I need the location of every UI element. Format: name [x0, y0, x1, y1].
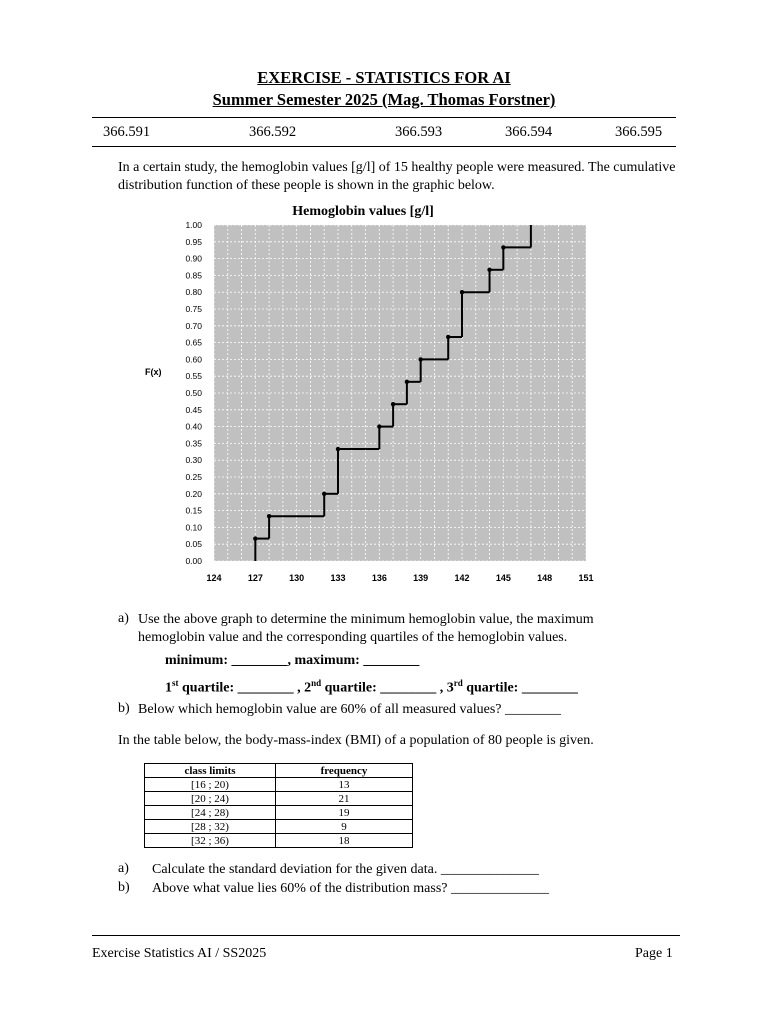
cell-class: [28 ; 32)	[145, 820, 276, 834]
exercise-subtitle: Summer Semester 2025 (Mag. Thomas Forstner)	[212, 90, 556, 109]
table-row	[145, 834, 413, 848]
y-tick-label: 0.50	[185, 388, 202, 398]
x-tick-label: 142	[454, 573, 470, 583]
hemoglobin-cdf-chart	[140, 198, 600, 590]
cdf-point	[377, 424, 381, 428]
table-row	[145, 778, 413, 792]
y-axis-label: F(x)	[145, 367, 162, 377]
y-tick-label: 0.65	[185, 337, 202, 348]
footer-divider	[92, 935, 680, 936]
y-tick-label: 0.20	[185, 488, 202, 499]
cdf-point	[487, 268, 491, 272]
question-a2-text: Calculate the standard deviation for the given data. ______________	[152, 862, 539, 877]
page-number: Page 1	[635, 946, 673, 961]
q2-sup: nd	[311, 678, 322, 688]
x-tick-label: 148	[537, 573, 553, 583]
cdf-point	[391, 402, 395, 406]
y-tick-label: 0.05	[185, 539, 202, 550]
cdf-point	[253, 536, 257, 540]
x-tick-label: 124	[206, 573, 222, 583]
table-row	[145, 820, 413, 834]
course-code-5: 366.595	[615, 124, 663, 140]
cell-frequency: 9	[276, 820, 413, 834]
question-b1-text: Below which hemoglobin value are 60% of all measured values? ________	[138, 702, 561, 717]
x-tick-label: 133	[330, 573, 346, 583]
footer-left: Exercise Statistics AI / SS2025	[92, 946, 267, 961]
codes-divider	[92, 146, 676, 147]
course-code-2: 366.592	[249, 124, 297, 140]
cdf-point	[322, 492, 326, 496]
q3-sup: rd	[453, 678, 463, 688]
x-tick-label: 127	[247, 573, 263, 583]
y-tick-label: 0.75	[185, 304, 202, 314]
min-max-answer-line: minimum: ________, maximum: ________	[165, 653, 420, 668]
y-tick-label: 0.90	[185, 253, 202, 264]
x-tick-label: 130	[289, 573, 305, 583]
x-tick-label: 151	[578, 573, 594, 583]
chart-title: Hemoglobin values [g/l]	[292, 204, 434, 219]
bmi-table	[144, 763, 413, 848]
course-code-3: 366.593	[395, 124, 443, 140]
question-a1-text: Use the above graph to determine the minimum hemoglobin value, the maximum hemoglobin value and the corresponding quartiles of the hemoglobin values.	[138, 612, 594, 645]
q2-text: quartile: ________ , 3	[321, 680, 454, 696]
y-tick-label: 1.00	[185, 220, 202, 230]
q1-number: 1	[165, 680, 172, 696]
cdf-point	[501, 245, 505, 249]
y-tick-label: 0.15	[185, 505, 202, 516]
cdf-point	[446, 335, 450, 339]
cell-class: [20 ; 24)	[145, 792, 276, 806]
y-tick-label: 0.30	[185, 455, 202, 466]
question-a1-label: a)	[118, 611, 129, 626]
cell-class: [24 ; 28)	[145, 806, 276, 820]
y-tick-label: 0.80	[185, 287, 202, 298]
cdf-point	[267, 514, 271, 518]
intro-paragraph-1: In a certain study, the hemoglobin values [g/l] of 15 healthy people were measured. The cumulative distribution function of these people is shown in the graphic below.	[118, 160, 676, 193]
question-b1-label: b)	[118, 701, 130, 716]
y-tick-label: 0.35	[185, 438, 202, 449]
y-tick-label: 0.00	[185, 556, 202, 566]
q1-sup: st	[172, 678, 179, 688]
y-tick-label: 0.70	[185, 320, 202, 331]
question-b2-label: b)	[118, 880, 130, 895]
question-b2-text: Above what value lies 60% of the distribution mass? ______________	[152, 881, 549, 896]
cell-class: [16 ; 20)	[145, 778, 276, 792]
cell-frequency: 19	[276, 806, 413, 820]
course-code-4: 366.594	[505, 124, 553, 140]
cdf-point	[418, 357, 422, 361]
table-row	[145, 806, 413, 820]
y-tick-label: 0.25	[185, 472, 202, 482]
cdf-point	[460, 290, 464, 294]
cdf-point	[405, 380, 409, 384]
x-tick-label: 145	[495, 573, 511, 583]
intro-paragraph-2: In the table below, the body-mass-index (BMI) of a population of 80 people is given.	[118, 733, 594, 748]
cell-frequency: 18	[276, 834, 413, 848]
exercise-title: EXERCISE - STATISTICS FOR AI	[257, 68, 511, 87]
cell-frequency: 13	[276, 778, 413, 792]
y-tick-label: 0.40	[185, 421, 202, 432]
table-header-row	[145, 764, 413, 778]
header-divider	[92, 117, 676, 118]
y-tick-label: 0.60	[185, 354, 202, 365]
question-a2-label: a)	[118, 861, 129, 876]
col-frequency: frequency	[276, 764, 413, 778]
cell-frequency: 21	[276, 792, 413, 806]
col-class-limits: class limits	[145, 764, 276, 778]
y-axis-ticks	[185, 220, 202, 566]
y-tick-label: 0.45	[185, 404, 202, 415]
q3-text: quartile: ________	[462, 680, 578, 696]
q1-text: quartile: ________ , 2	[178, 680, 312, 696]
cdf-point	[336, 447, 340, 451]
x-tick-label: 139	[413, 573, 429, 583]
y-tick-label: 0.85	[185, 270, 202, 281]
y-tick-label: 0.95	[185, 236, 202, 247]
table-row	[145, 792, 413, 806]
y-tick-label: 0.55	[185, 371, 202, 382]
cell-class: [32 ; 36)	[145, 834, 276, 848]
course-code-1: 366.591	[103, 124, 151, 140]
quartiles-answer-line	[165, 678, 578, 697]
y-tick-label: 0.10	[185, 522, 202, 533]
x-tick-label: 136	[371, 573, 387, 583]
x-axis-ticks	[206, 573, 593, 583]
